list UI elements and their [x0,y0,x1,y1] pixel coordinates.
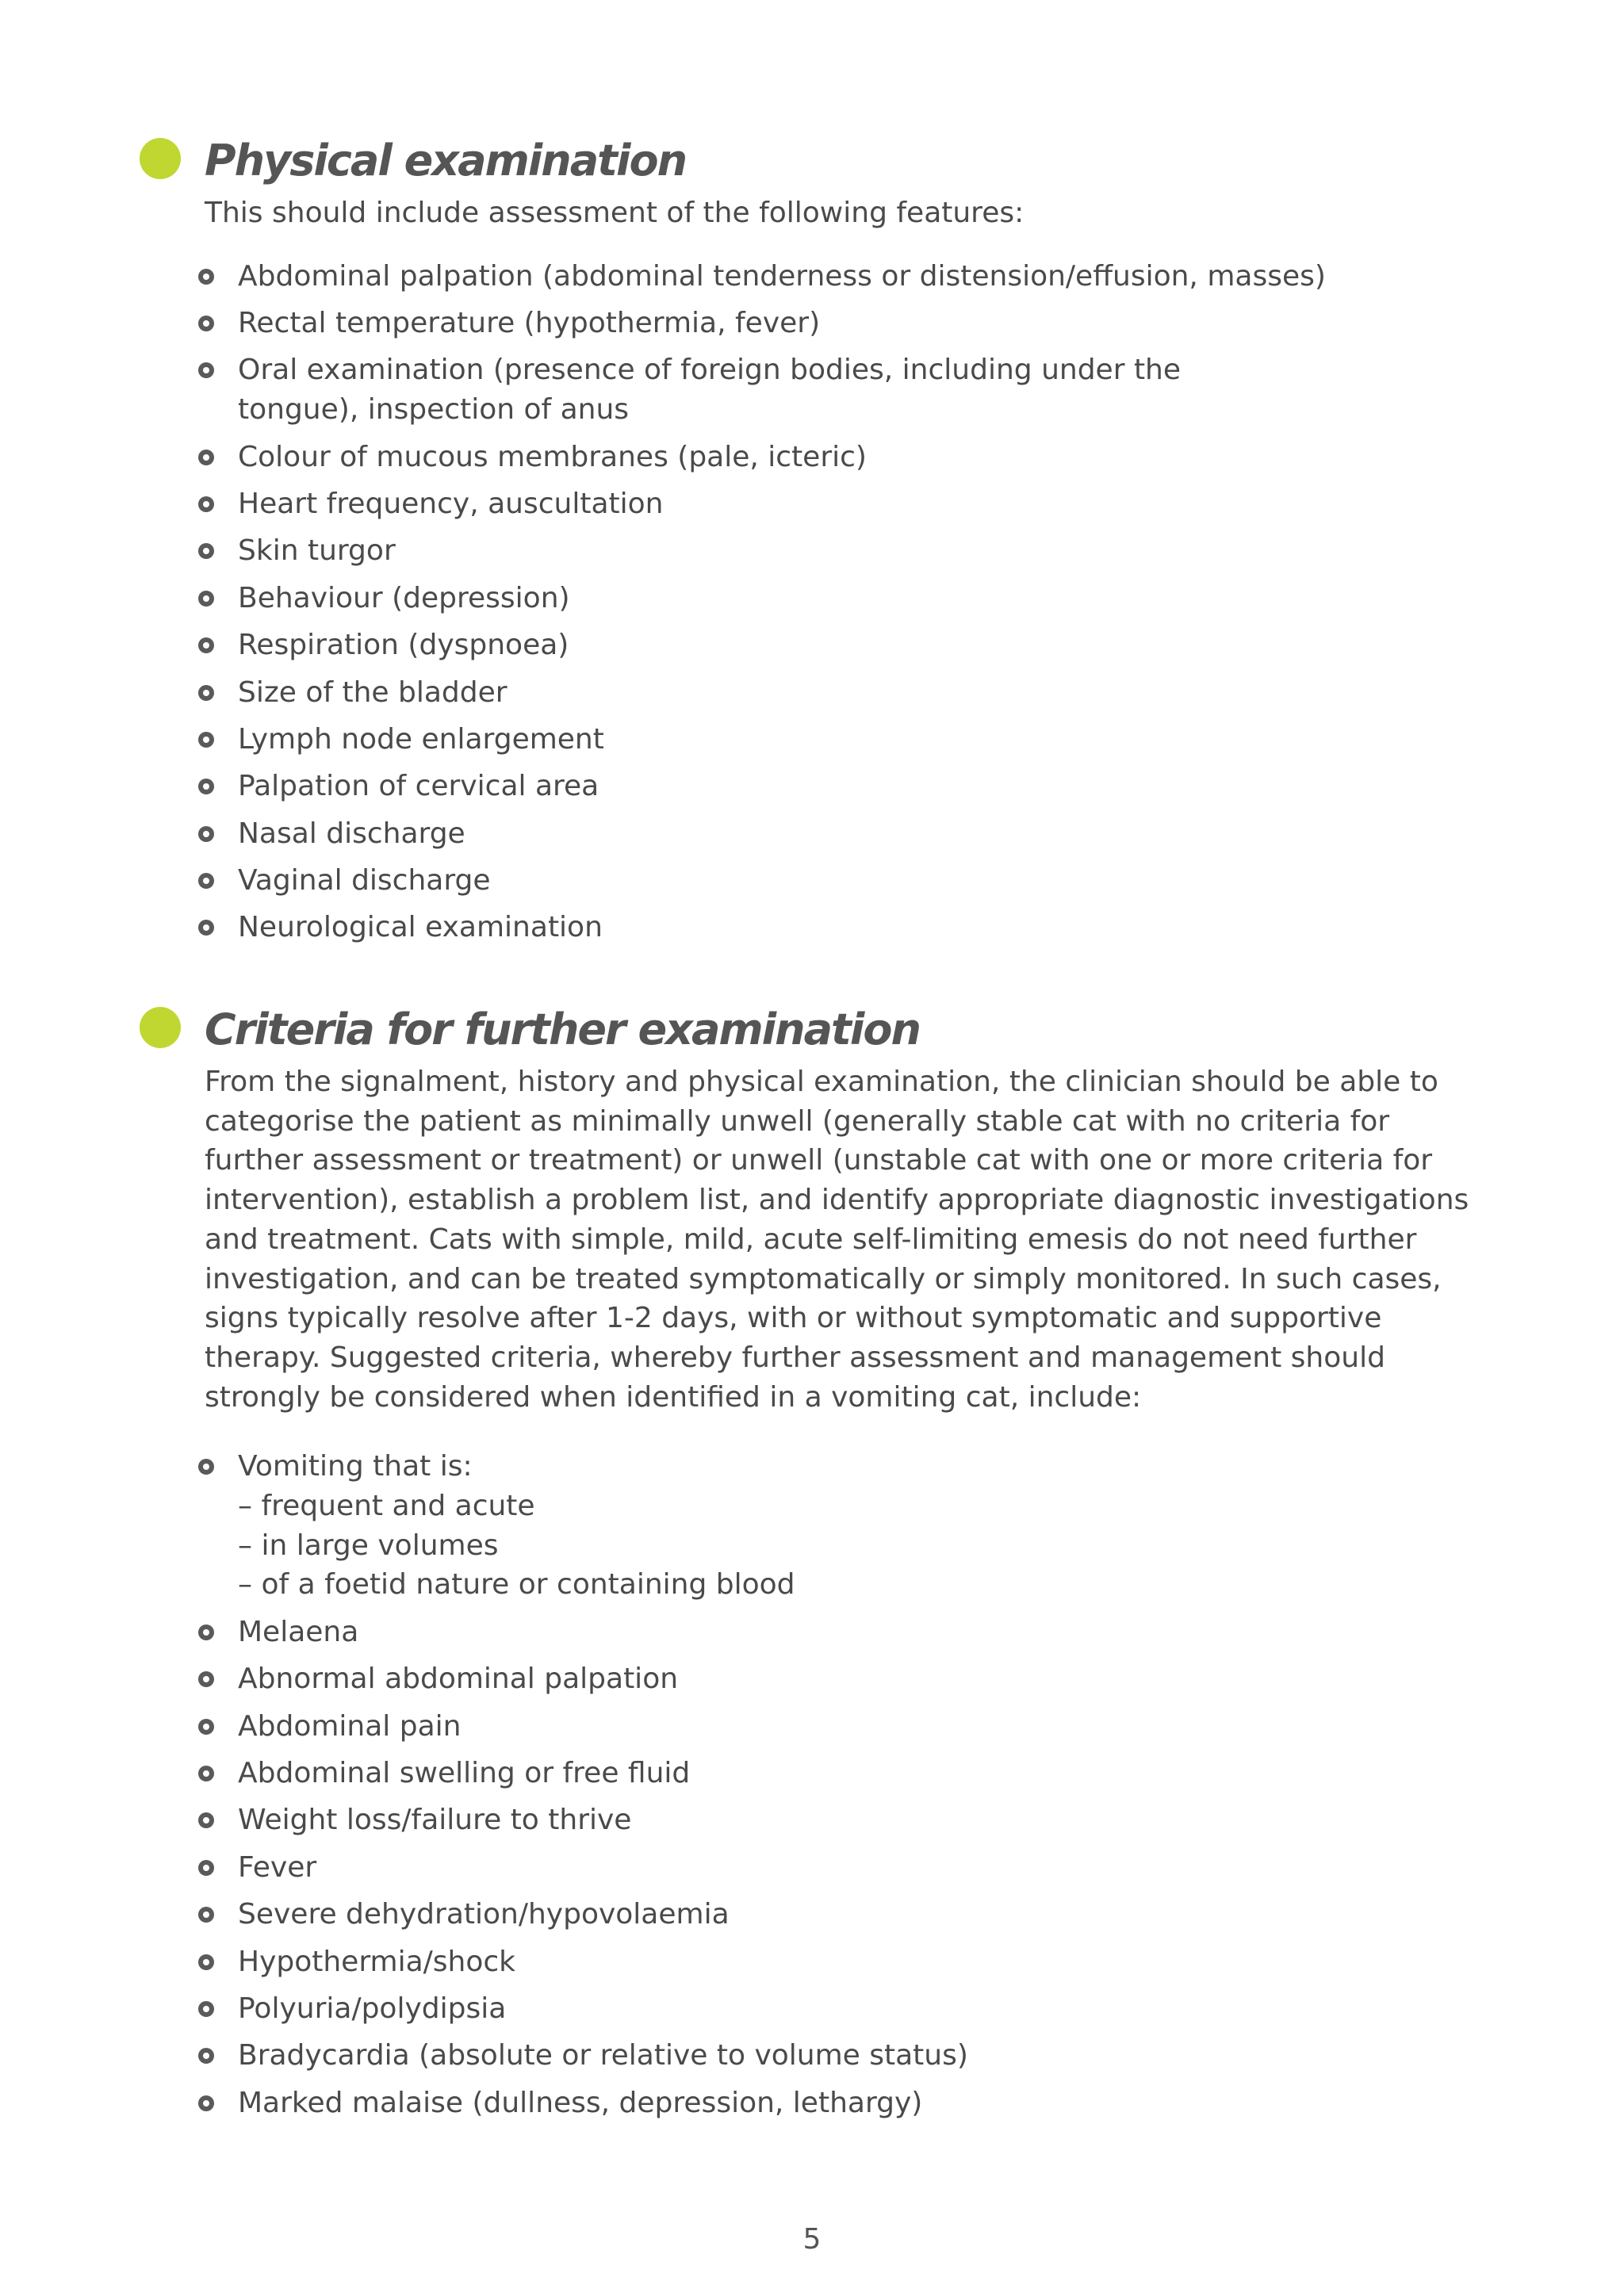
bullet-circle-icon [198,1812,214,1828]
list-item-text: Size of the bladder [238,675,508,709]
sub-item-text: – in large volumes [238,1529,499,1562]
list-item-text: Weight loss/failure to thrive [238,1804,632,1837]
list-item [198,1754,1488,1793]
list-item-text: Nasal discharge [238,817,465,850]
bullet-circle-icon [198,920,214,936]
section-title: Physical examination [205,136,687,186]
bullet-list [198,1447,1488,2122]
bullet-circle-icon [198,826,214,842]
bullet-circle-icon [198,779,214,794]
bullet-circle-icon [198,732,214,748]
list-item-text: Bradycardia (absolute or relative to volume status) [238,2039,968,2072]
list-item-text: Hypothermia/shock [238,1945,515,1978]
bullet-circle-icon [198,496,214,512]
list-item-text: Oral examination (presence of foreign bodies, including under the tongue), inspection of anus [238,354,1182,427]
list-item [198,579,1488,618]
list-item-text: Abdominal swelling or free fluid [238,1757,691,1789]
list-item [198,1613,1488,1652]
list-item-text: Abnormal abdominal palpation [238,1663,679,1696]
list-item-text: Lymph node enlargement [238,722,604,756]
list-item [198,673,1488,713]
bullet-circle-icon [198,2001,214,2017]
list-item [198,304,1488,343]
section-intro: From the signalment, history and physical examination, the clinician should be able to categorise the patient as minimally unwell (generally stable cat with no criteria for further assessment or treatment) or unwell (unstable cat with one or more criteria for intervention), establish a problem list, and identify appropriate diagnostic investigations and treatment. Cats with simple, mild, acute self-limiting emesis do not need further investigation, and can be treated symptomatically or simply monitored. In such cases, signs typically resolve after 1-2 days, with or without symptomatic and supportive therapy. Suggested criteria, whereby further assessment and management should strongly be considered when identified in a vomiting cat, include: [205,1066,1469,1414]
criteria-section [140,1004,1488,2130]
list-item [198,908,1488,947]
list-item [198,2084,1488,2123]
list-item-text: Colour of mucous membranes (pale, icteric) [238,440,867,473]
list-item [198,720,1488,760]
list-item-text: Abdominal palpation (abdominal tenderness or distension/effusion, masses) [238,259,1326,293]
list-item [198,1895,1488,1934]
bullet-circle-icon [198,1624,214,1640]
section-title: Criteria for further examination [205,1004,920,1054]
list-item [198,1942,1488,1982]
green-dot-icon [140,138,181,179]
bullet-circle-icon [198,1954,214,1970]
bullet-circle-icon [198,1459,214,1475]
list-item [198,2036,1488,2076]
bullet-circle-icon [198,1860,214,1876]
sub-item-text: – of a foetid nature or containing blood [238,1568,795,1601]
list-item-text: Fever [238,1850,317,1884]
list-item [198,814,1488,854]
list-item-text: Behaviour (depression) [238,581,570,614]
bullet-circle-icon [198,316,214,331]
list-item [198,1659,1488,1699]
list-item-text: Marked malaise (dullness, depression, lethargy) [238,2086,923,2119]
list-item [198,1989,1488,2029]
sub-item-text: – frequent and acute [238,1490,535,1523]
section-heading-row [140,135,1488,193]
bullet-circle-icon [198,685,214,701]
bullet-circle-icon [198,1671,214,1687]
list-item-text: Skin turgor [238,534,396,568]
list-item [198,1800,1488,1840]
list-item-text: Palpation of cervical area [238,770,599,803]
bullet-circle-icon [198,591,214,607]
bullet-circle-icon [198,362,214,378]
list-item-vomiting [198,1447,1488,1605]
list-item-text: Vaginal discharge [238,864,491,897]
bullet-circle-icon [198,1719,214,1735]
list-item [198,531,1488,571]
bullet-circle-icon [198,637,214,653]
list-item [198,257,1488,297]
bullet-circle-icon [198,2095,214,2111]
list-item-text: Neurological examination [238,911,603,944]
section-heading-row [140,1004,1488,1062]
bullet-circle-icon [198,269,214,285]
bullet-circle-icon [198,2048,214,2064]
list-item-text: Severe dehydration/hypovolaemia [238,1898,730,1931]
section-intro: This should include assessment of the following features: [205,197,1025,229]
list-item-text: Vomiting that is: [238,1450,473,1483]
list-item [198,1848,1488,1888]
bullet-circle-icon [198,543,214,559]
green-dot-icon [140,1007,181,1048]
list-item [198,626,1488,665]
bullet-circle-icon [198,1766,214,1781]
physical-examination-section [140,135,1488,955]
bullet-circle-icon [198,1907,214,1923]
bullet-circle-icon [198,450,214,465]
list-item-text: Polyuria/polydipsia [238,1992,507,2025]
list-item [198,1707,1488,1747]
list-item-text: Respiration (dyspnoea) [238,629,569,662]
bullet-circle-icon [198,873,214,889]
list-item [198,767,1488,806]
list-item [198,484,1488,524]
list-item-text: Melaena [238,1615,359,1648]
list-item [198,861,1488,901]
list-item-text: Heart frequency, auscultation [238,487,664,520]
list-item-text: Abdominal pain [238,1709,462,1743]
list-item-text: Rectal temperature (hypothermia, fever) [238,307,821,340]
bullet-list [198,257,1488,947]
list-item [198,350,1205,429]
list-item [198,438,1488,477]
page-number: 5 [802,2223,822,2256]
